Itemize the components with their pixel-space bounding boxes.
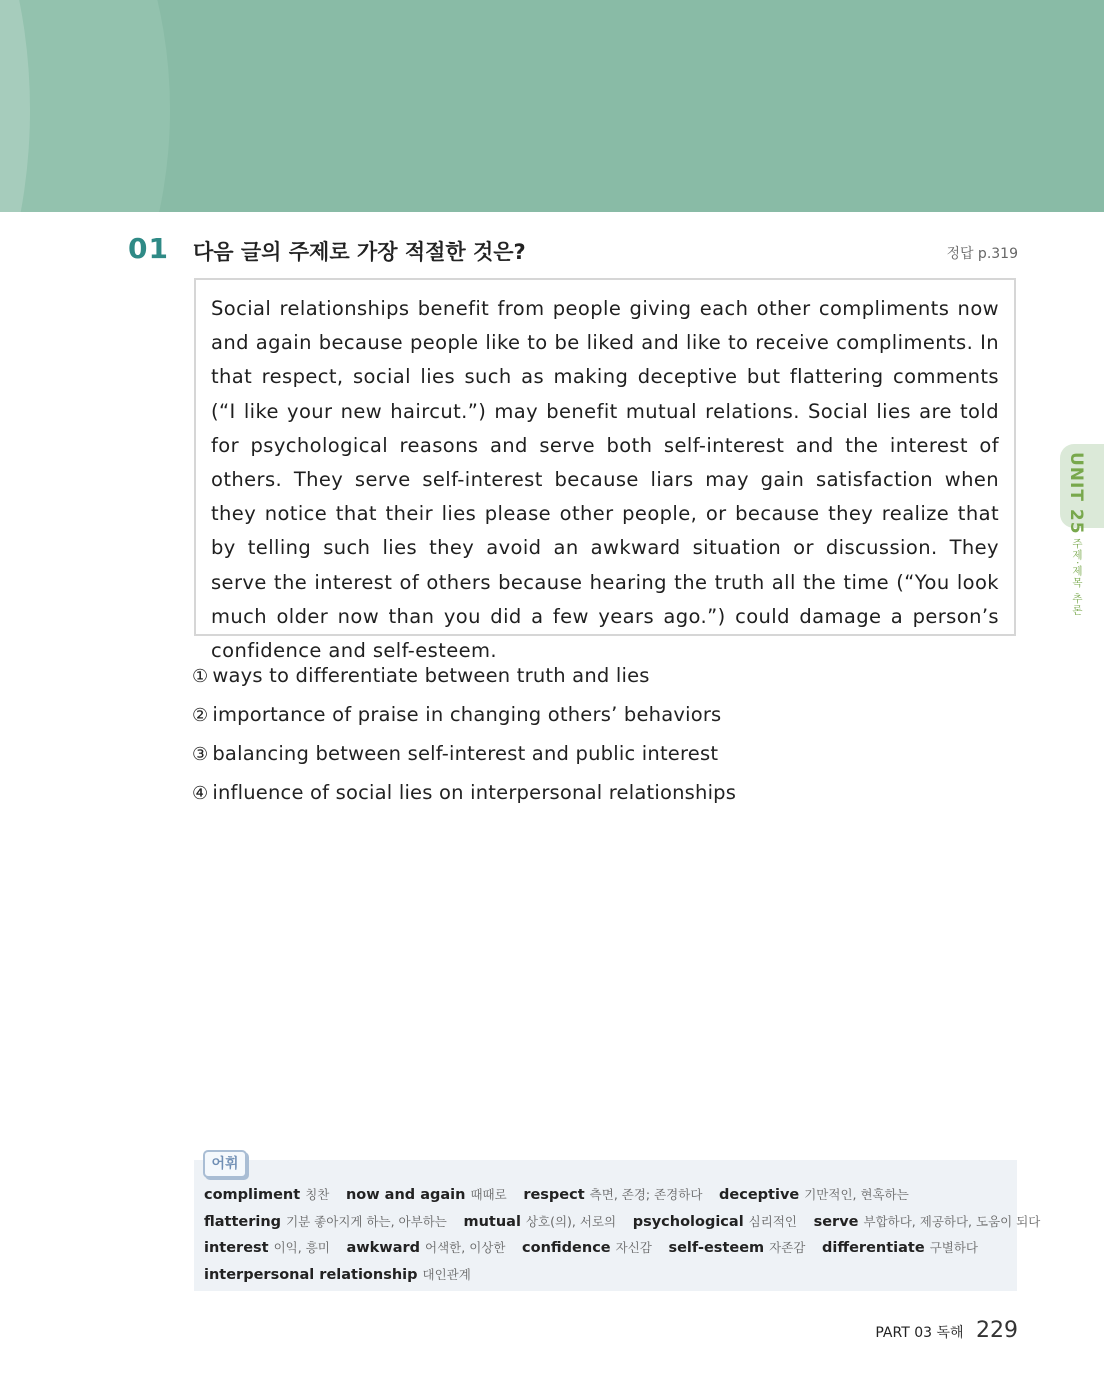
option-marker: ④ <box>192 783 209 804</box>
question-title: 다음 글의 주제로 가장 적절한 것은? <box>193 240 526 264</box>
vocab-line <box>204 1235 1014 1262</box>
reading-passage: Social relationships benefit from people giving each other compliments now and again because people like to be liked and like to receive compliments. In that respect, social lies such as making deceptive but flattering comments (“I like your new haircut.”) may benefit mutual relations. Social lies are told for psychological reasons and serve both self-interest and the interest of others. They serve self-interest because liars may gain satisfaction when they notice that their lies please other people, or because they realize that by telling such lies they avoid an awkward situation or discussion. They serve the interest of others because hearing the truth all the time (“You look much older now than you did a few years ago.”) could damage a person’s confidence and self-esteem. <box>194 278 1016 636</box>
vocab-word: interpersonal relationship <box>204 1266 418 1283</box>
vocab-meaning: 구별하다 <box>929 1240 979 1255</box>
option-4[interactable] <box>192 774 1012 813</box>
option-text: importance of praise in changing others’ behaviors <box>212 703 722 726</box>
vocab-meaning: 어색한, 이상한 <box>425 1240 506 1255</box>
vocab-word: differentiate <box>822 1240 925 1256</box>
option-marker: ② <box>192 705 209 726</box>
vocab-word: mutual <box>463 1213 521 1230</box>
vocab-word: awkward <box>346 1240 421 1256</box>
vocab-meaning: 때때로 <box>470 1187 507 1202</box>
answer-options <box>192 657 1012 813</box>
vocab-word: flattering <box>204 1213 282 1230</box>
vocab-meaning: 측면, 존경; 존경하다 <box>589 1187 703 1202</box>
vocab-meaning: 자존감 <box>769 1240 806 1255</box>
option-2[interactable] <box>192 696 1012 735</box>
vocab-word: psychological <box>632 1213 744 1230</box>
option-3[interactable] <box>192 735 1012 774</box>
vocab-meaning: 대인관계 <box>422 1266 471 1282</box>
vocab-meaning: 기만적인, 현혹하는 <box>804 1187 909 1202</box>
vocab-meaning: 자신감 <box>615 1240 652 1255</box>
vocab-meaning: 기분 좋아지게 하는, 아부하는 <box>286 1213 447 1229</box>
vocab-word: self-esteem <box>668 1240 765 1256</box>
vocab-word: compliment <box>204 1187 301 1203</box>
option-marker: ③ <box>192 744 209 765</box>
vocabulary-badge: 어휘 <box>203 1150 247 1178</box>
vocab-line <box>204 1209 1041 1236</box>
vocabulary-list <box>204 1182 1041 1288</box>
option-text: balancing between self-interest and public interest <box>212 742 719 765</box>
option-text: ways to differentiate between truth and lies <box>212 664 650 687</box>
unit-label: UNIT 25 <box>1066 452 1086 535</box>
question-number: 01 <box>128 232 169 265</box>
option-marker: ① <box>192 666 209 687</box>
vocab-meaning: 심리적인 <box>748 1213 797 1229</box>
vocab-meaning: 부합하다, 제공하다, 도움이 되다 <box>863 1213 1041 1229</box>
header-banner <box>0 0 1104 212</box>
page-footer <box>875 1318 1018 1343</box>
page-number: 229 <box>976 1318 1018 1343</box>
vocab-word: deceptive <box>719 1187 800 1203</box>
vocab-word: now and again <box>345 1187 466 1203</box>
vocab-meaning: 상호(의), 서로의 <box>525 1213 617 1229</box>
vocab-word: interest <box>204 1240 269 1256</box>
vocab-line <box>204 1182 1014 1209</box>
footer-part: PART 03 <box>875 1325 933 1341</box>
vocab-meaning: 이익, 흥미 <box>273 1240 330 1255</box>
vocab-word: serve <box>813 1213 859 1230</box>
unit-subtitle: 주제·제목 추론 <box>1071 538 1083 616</box>
vocab-word: respect <box>523 1187 585 1203</box>
option-text: influence of social lies on interpersonal relationships <box>212 781 737 804</box>
vocab-line <box>204 1262 1014 1289</box>
vocab-meaning: 칭찬 <box>305 1187 330 1202</box>
footer-section: 독해 <box>936 1325 964 1341</box>
option-1[interactable] <box>192 657 1012 696</box>
answer-reference: 정답 p.319 <box>946 246 1018 262</box>
vocab-word: confidence <box>522 1240 611 1256</box>
